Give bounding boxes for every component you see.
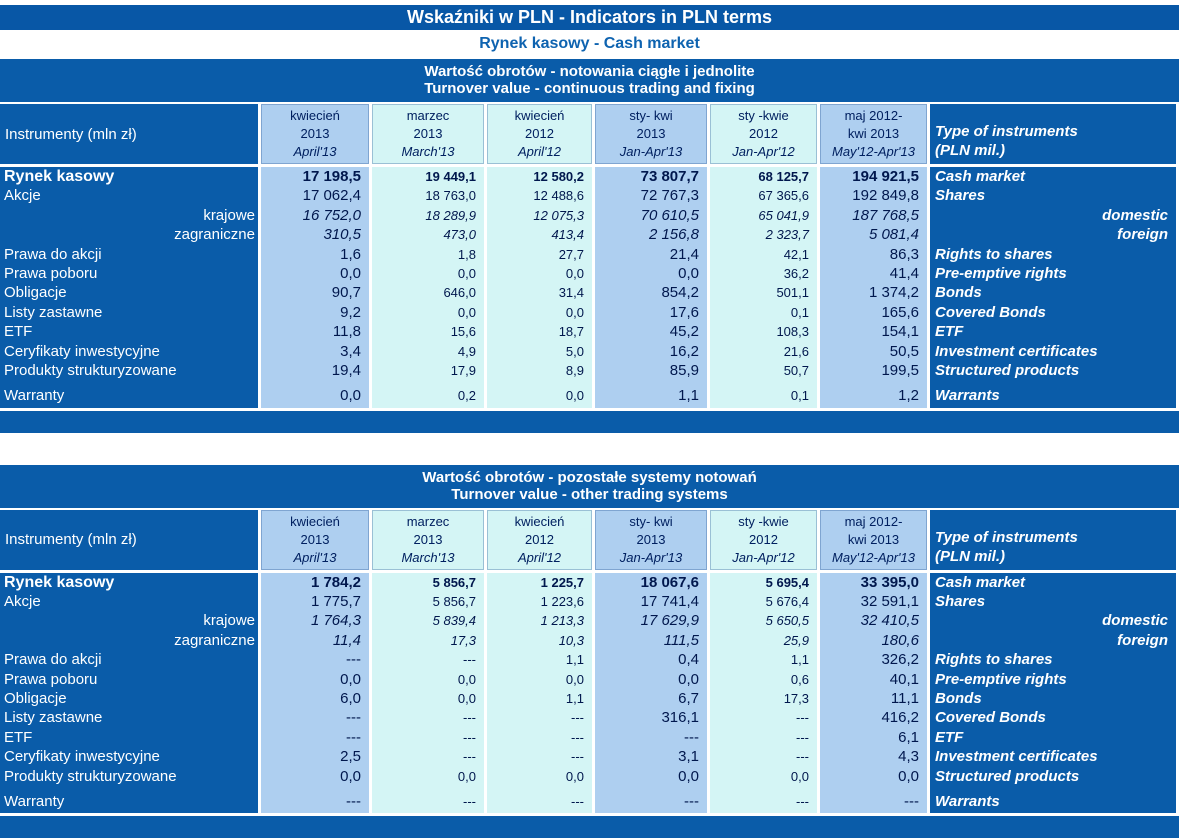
value-cell: 42,1 xyxy=(783,246,809,262)
value-cell: 646,0 xyxy=(443,285,476,301)
value-cell: 5 856,7 xyxy=(432,574,476,590)
period-header xyxy=(261,510,369,570)
period-header-line3: March'13 xyxy=(401,549,455,565)
values-column xyxy=(595,167,707,408)
period-header xyxy=(710,104,817,164)
period-header-line3: Jan-Apr'13 xyxy=(619,144,683,159)
value-cell: 0,0 xyxy=(457,265,476,281)
value-cell: 15,6 xyxy=(450,324,476,340)
period-header-line2: 2013 xyxy=(636,126,666,141)
value-cell: 27,7 xyxy=(558,246,584,262)
row-label-en: Rights to shares xyxy=(935,245,1053,263)
period-header-line1: kwiecień xyxy=(514,513,565,529)
period-header-line1: sty- kwi xyxy=(629,108,673,123)
value-cell: 1 213,3 xyxy=(540,613,584,629)
value-cell: 17 629,9 xyxy=(640,612,699,630)
period-header-line2: 2012 xyxy=(525,126,554,141)
value-cell: 18,7 xyxy=(558,324,584,340)
value-cell: 413,4 xyxy=(551,227,584,243)
table-header-row xyxy=(0,510,1179,570)
values-column xyxy=(261,167,369,408)
period-header-line1: kwiecień xyxy=(290,108,340,123)
value-cell: 25,9 xyxy=(783,632,809,648)
value-cell: 6,0 xyxy=(340,690,361,708)
value-cell: --- xyxy=(796,710,809,726)
value-cell: 416,2 xyxy=(881,709,919,727)
table-header-row xyxy=(0,104,1179,164)
period-header xyxy=(710,510,817,570)
row-label-en: Structured products xyxy=(935,361,1080,379)
value-cell: 40,1 xyxy=(889,670,919,688)
value-cell: 17 062,4 xyxy=(302,187,361,205)
values-column xyxy=(820,167,927,408)
value-cell: 1,8 xyxy=(457,246,476,262)
value-cell: 67 365,6 xyxy=(758,188,809,204)
value-cell: 0,0 xyxy=(790,768,809,784)
row-label: Prawa do akcji xyxy=(4,245,102,263)
value-cell: 0,0 xyxy=(457,304,476,320)
row-label-en: Warrants xyxy=(935,387,1000,405)
period-header-line2: 2012 xyxy=(749,531,778,547)
value-cell: 1,1 xyxy=(678,387,699,405)
period-header-line2: kwi 2013 xyxy=(847,531,900,547)
value-cell: 18 067,6 xyxy=(640,573,699,591)
page-subtitle: Rynek kasowy - Cash market xyxy=(479,35,700,52)
row-label-en: ETF xyxy=(935,323,964,341)
period-header-line3: April'13 xyxy=(293,549,337,565)
row-label: Obligacje xyxy=(4,690,67,708)
table-footer-bar xyxy=(0,816,1179,838)
period-header-line2: 2013 xyxy=(413,126,443,141)
row-label: Prawa poboru xyxy=(4,264,98,282)
row-label: Listy zastawne xyxy=(4,303,103,321)
value-cell: 5 839,4 xyxy=(432,613,476,629)
value-cell: 1 374,2 xyxy=(868,284,919,302)
value-cell: 310,5 xyxy=(323,226,361,244)
value-cell: 36,2 xyxy=(783,265,809,281)
value-cell: --- xyxy=(571,793,584,809)
value-cell: --- xyxy=(571,749,584,765)
row-label-en: Structured products xyxy=(935,767,1080,785)
value-cell: 9,2 xyxy=(340,303,361,321)
value-cell: 31,4 xyxy=(558,285,584,301)
value-cell: --- xyxy=(346,651,361,669)
value-cell: 1 764,3 xyxy=(310,612,361,630)
page-title: Wskaźniki w PLN - Indicators in PLN terms xyxy=(0,5,1179,30)
table-continuous-trading xyxy=(0,59,1179,433)
value-cell: 21,6 xyxy=(783,343,809,359)
value-cell: 1,1 xyxy=(790,652,809,668)
row-label: zagraniczne xyxy=(174,226,255,244)
value-cell: --- xyxy=(463,793,476,809)
value-cell: 6,7 xyxy=(678,690,699,708)
period-header-line3: May'12-Apr'13 xyxy=(831,549,915,565)
value-cell: 12 488,6 xyxy=(533,188,584,204)
period-header-line3: April'12 xyxy=(518,549,561,565)
period-header-line3: March'13 xyxy=(401,144,455,159)
value-cell: 0,2 xyxy=(457,388,476,404)
row-label-en: Cash market xyxy=(935,168,1026,185)
value-cell: 17 741,4 xyxy=(640,593,699,611)
value-cell: 32 591,1 xyxy=(860,593,919,611)
row-label: Rynek kasowy xyxy=(4,168,115,185)
value-cell: 3,1 xyxy=(678,748,699,766)
value-cell: 0,0 xyxy=(565,265,584,281)
period-header-line3: April'12 xyxy=(518,144,561,159)
value-cell: 8,9 xyxy=(565,362,584,378)
period-header xyxy=(487,510,592,570)
type-of-instruments-header xyxy=(930,104,1176,164)
row-label: Warranty xyxy=(4,792,65,810)
row-label: ETF xyxy=(4,323,33,341)
row-label: Produkty strukturyzowane xyxy=(4,767,177,785)
period-header xyxy=(820,510,927,570)
row-label: Rynek kasowy xyxy=(4,573,115,591)
value-cell: --- xyxy=(463,710,476,726)
instruments-header: Instrumenty (mln zł) xyxy=(0,104,258,164)
row-label-en: Rights to shares xyxy=(935,651,1053,669)
banner-line-pl: Wartość obrotów - pozostałe systemy notowań xyxy=(422,468,757,486)
value-cell: 17,3 xyxy=(450,632,476,648)
period-header-line1: maj 2012- xyxy=(844,108,903,123)
period-header-line3: Jan-Apr'12 xyxy=(732,144,795,159)
table-other-trading-systems xyxy=(0,465,1179,838)
english-labels-column xyxy=(930,167,1176,408)
row-label-en: Pre-emptive rights xyxy=(935,264,1067,282)
value-cell: 12 580,2 xyxy=(533,169,584,184)
value-cell: 5 650,5 xyxy=(765,613,809,629)
banner-line-en: Turnover value - continuous trading and fixing xyxy=(424,80,755,97)
value-cell: 0,0 xyxy=(678,264,699,282)
value-cell: 0,0 xyxy=(678,670,699,688)
value-cell: 1 775,7 xyxy=(310,593,361,611)
english-labels-column xyxy=(930,573,1176,814)
value-cell: 5 081,4 xyxy=(868,226,919,244)
value-cell: --- xyxy=(571,710,584,726)
value-cell: 86,3 xyxy=(889,245,919,263)
value-cell: 72 767,3 xyxy=(640,187,699,205)
value-cell: 0,0 xyxy=(340,264,361,282)
value-cell: 12 075,3 xyxy=(533,207,584,223)
period-header-line1: maj 2012- xyxy=(844,513,903,529)
row-label-en: Covered Bonds xyxy=(935,709,1046,727)
value-cell: 4,3 xyxy=(898,748,919,766)
value-cell: 5,0 xyxy=(565,343,584,359)
period-header-line1: sty- kwi xyxy=(629,513,673,529)
value-cell: 154,1 xyxy=(881,323,919,341)
value-cell: 199,5 xyxy=(881,361,919,379)
value-cell: 50,7 xyxy=(783,362,809,378)
row-label: Listy zastawne xyxy=(4,709,103,727)
value-cell: --- xyxy=(796,793,809,809)
value-cell: 1,2 xyxy=(898,387,919,405)
value-cell: 5 856,7 xyxy=(432,594,476,610)
value-cell: 0,0 xyxy=(565,671,584,687)
value-cell: --- xyxy=(346,792,361,810)
instrument-labels-column xyxy=(0,167,258,408)
period-header-line1: marzec xyxy=(406,513,450,529)
row-label: zagraniczne xyxy=(174,631,255,649)
row-label-en: Investment certificates xyxy=(935,748,1098,766)
value-cell: 0,1 xyxy=(790,304,809,320)
value-cell: 1 784,2 xyxy=(310,573,361,591)
period-header-line3: May'12-Apr'13 xyxy=(831,144,915,159)
row-label-en: foreign xyxy=(1117,226,1168,244)
value-cell: 50,5 xyxy=(889,342,919,360)
table-footer-bar xyxy=(0,411,1179,433)
value-cell: 1,6 xyxy=(340,245,361,263)
value-cell: 326,2 xyxy=(881,651,919,669)
value-cell: 16,2 xyxy=(669,342,699,360)
table-body xyxy=(0,573,1179,814)
banner-line-pl: Wartość obrotów - notowania ciągłe i jednolite xyxy=(424,63,755,80)
value-cell: 192 849,8 xyxy=(852,187,919,205)
value-cell: --- xyxy=(463,729,476,745)
row-label: Produkty strukturyzowane xyxy=(4,361,177,379)
period-header-line1: kwiecień xyxy=(290,513,340,529)
row-label: Ceryfikaty inwestycyjne xyxy=(4,342,160,360)
value-cell: --- xyxy=(684,728,699,746)
values-column xyxy=(820,573,927,814)
value-cell: 2 323,7 xyxy=(765,227,809,243)
value-cell: 17,3 xyxy=(783,691,809,707)
values-column xyxy=(261,573,369,814)
period-header xyxy=(820,104,927,164)
value-cell: --- xyxy=(346,709,361,727)
period-header-line2: 2013 xyxy=(300,531,330,547)
value-cell: 1 223,6 xyxy=(540,594,584,610)
values-column xyxy=(372,167,484,408)
value-cell: 0,0 xyxy=(340,387,361,405)
row-label-en: Bonds xyxy=(935,284,982,302)
period-header xyxy=(595,104,707,164)
value-cell: 1,1 xyxy=(565,652,584,668)
value-cell: 5 695,4 xyxy=(765,574,809,590)
value-cell: --- xyxy=(346,728,361,746)
value-cell: 1,1 xyxy=(565,691,584,707)
row-label-en: Cash market xyxy=(935,573,1026,591)
value-cell: 17,6 xyxy=(669,303,699,321)
row-label: Prawa do akcji xyxy=(4,651,102,669)
type-header-line2: (PLN mil.) xyxy=(935,142,1005,159)
value-cell: 65 041,9 xyxy=(758,207,809,223)
row-label-en: Pre-emptive rights xyxy=(935,670,1067,688)
value-cell: --- xyxy=(796,749,809,765)
value-cell: 18 763,0 xyxy=(425,188,476,204)
values-column xyxy=(710,573,817,814)
value-cell: 3,4 xyxy=(340,342,361,360)
row-label: Prawa poboru xyxy=(4,670,98,688)
value-cell: 0,4 xyxy=(678,651,699,669)
row-label-en: foreign xyxy=(1117,631,1168,649)
period-header-line3: Jan-Apr'13 xyxy=(619,549,683,565)
value-cell: 111,5 xyxy=(663,631,699,649)
value-cell: 16 752,0 xyxy=(302,206,361,224)
value-cell: 0,0 xyxy=(457,768,476,784)
instrument-labels-column xyxy=(0,573,258,814)
value-cell: 501,1 xyxy=(776,285,809,301)
row-label-en: Warrants xyxy=(935,792,1000,810)
value-cell: 73 807,7 xyxy=(640,168,699,185)
row-label-en: Bonds xyxy=(935,690,982,708)
instruments-header: Instrumenty (mln zł) xyxy=(0,510,258,570)
period-header-line2: 2013 xyxy=(636,531,666,547)
row-label-en: domestic xyxy=(1102,612,1168,630)
value-cell: 0,0 xyxy=(678,767,699,785)
value-cell: 194 921,5 xyxy=(852,168,919,185)
value-cell: 2,5 xyxy=(340,748,361,766)
tables-spacer xyxy=(0,433,1179,463)
period-header-line2: 2013 xyxy=(413,531,443,547)
row-label: Akcje xyxy=(4,593,41,611)
row-label-en: Investment certificates xyxy=(935,342,1098,360)
period-header xyxy=(372,104,484,164)
value-cell: 2 156,8 xyxy=(648,226,699,244)
value-cell: --- xyxy=(796,729,809,745)
value-cell: --- xyxy=(904,792,919,810)
value-cell: 473,0 xyxy=(443,227,476,243)
value-cell: 45,2 xyxy=(669,323,699,341)
table-banner xyxy=(0,465,1179,508)
value-cell: 70 610,5 xyxy=(640,206,699,224)
row-label: krajowe xyxy=(203,612,255,630)
value-cell: 0,0 xyxy=(457,671,476,687)
value-cell: 17 198,5 xyxy=(302,168,361,185)
value-cell: --- xyxy=(463,749,476,765)
period-header-line2: 2012 xyxy=(749,126,778,141)
period-header xyxy=(595,510,707,570)
value-cell: 5 676,4 xyxy=(765,594,809,610)
value-cell: 6,1 xyxy=(898,728,919,746)
row-label: Akcje xyxy=(4,187,41,205)
table-banner xyxy=(0,59,1179,102)
value-cell: 10,3 xyxy=(558,632,584,648)
period-header-line1: marzec xyxy=(406,108,450,123)
value-cell: 0,1 xyxy=(790,388,809,404)
value-cell: --- xyxy=(571,729,584,745)
values-column xyxy=(710,167,817,408)
banner-line-en: Turnover value - other trading systems xyxy=(451,485,728,503)
value-cell: 19 449,1 xyxy=(425,169,476,184)
value-cell: 0,0 xyxy=(340,670,361,688)
period-header-line2: kwi 2013 xyxy=(847,126,900,141)
row-label-en: ETF xyxy=(935,728,964,746)
type-header-line1: Type of instruments xyxy=(935,528,1078,546)
value-cell: 85,9 xyxy=(669,361,699,379)
value-cell: 0,0 xyxy=(565,304,584,320)
value-cell: 18 289,9 xyxy=(425,207,476,223)
values-column xyxy=(487,573,592,814)
value-cell: 32 410,5 xyxy=(860,612,919,630)
row-label: Warranty xyxy=(4,387,65,405)
period-header-line3: Jan-Apr'12 xyxy=(732,549,795,565)
value-cell: 0,0 xyxy=(565,768,584,784)
value-cell: 68 125,7 xyxy=(758,169,809,184)
period-header-line1: sty -kwie xyxy=(738,108,789,123)
value-cell: 11,1 xyxy=(890,690,919,708)
values-column xyxy=(487,167,592,408)
value-cell: 0,0 xyxy=(340,767,361,785)
value-cell: 165,6 xyxy=(881,303,919,321)
period-header-line2: 2013 xyxy=(300,126,330,141)
value-cell: 108,3 xyxy=(776,324,809,340)
period-header-line2: 2012 xyxy=(525,531,554,547)
row-label-en: domestic xyxy=(1102,206,1168,224)
value-cell: 17,9 xyxy=(450,362,476,378)
value-cell: 33 395,0 xyxy=(860,573,919,591)
value-cell: 854,2 xyxy=(661,284,699,302)
period-header xyxy=(372,510,484,570)
value-cell: 316,1 xyxy=(661,709,699,727)
type-header-line2: (PLN mil.) xyxy=(935,547,1005,565)
value-cell: 187 768,5 xyxy=(852,206,919,224)
values-column xyxy=(595,573,707,814)
value-cell: 21,4 xyxy=(669,245,699,263)
value-cell: 0,0 xyxy=(565,388,584,404)
value-cell: --- xyxy=(684,792,699,810)
row-label-en: Covered Bonds xyxy=(935,303,1046,321)
value-cell: 4,9 xyxy=(457,343,476,359)
row-label: ETF xyxy=(4,728,33,746)
row-label: krajowe xyxy=(203,206,255,224)
value-cell: --- xyxy=(463,652,476,668)
period-header xyxy=(261,104,369,164)
value-cell: 11,4 xyxy=(332,631,361,649)
value-cell: 0,0 xyxy=(457,691,476,707)
value-cell: 41,4 xyxy=(889,264,919,282)
period-header xyxy=(487,104,592,164)
value-cell: 0,6 xyxy=(790,671,809,687)
period-header-line1: sty -kwie xyxy=(738,513,789,529)
value-cell: 11,8 xyxy=(332,323,361,341)
table-body xyxy=(0,167,1179,408)
value-cell: 90,7 xyxy=(331,284,361,302)
value-cell: 19,4 xyxy=(331,361,361,379)
row-label: Ceryfikaty inwestycyjne xyxy=(4,748,160,766)
value-cell: 0,0 xyxy=(898,767,919,785)
period-header-line1: kwiecień xyxy=(514,108,565,123)
type-header-line1: Type of instruments xyxy=(935,123,1078,140)
period-header-line3: April'13 xyxy=(293,144,337,159)
value-cell: 1 225,7 xyxy=(540,574,584,590)
row-label-en: Shares xyxy=(935,593,986,611)
type-of-instruments-header xyxy=(930,510,1176,570)
values-column xyxy=(372,573,484,814)
row-label-en: Shares xyxy=(935,187,986,205)
row-label: Obligacje xyxy=(4,284,67,302)
value-cell: 180,6 xyxy=(881,631,919,649)
